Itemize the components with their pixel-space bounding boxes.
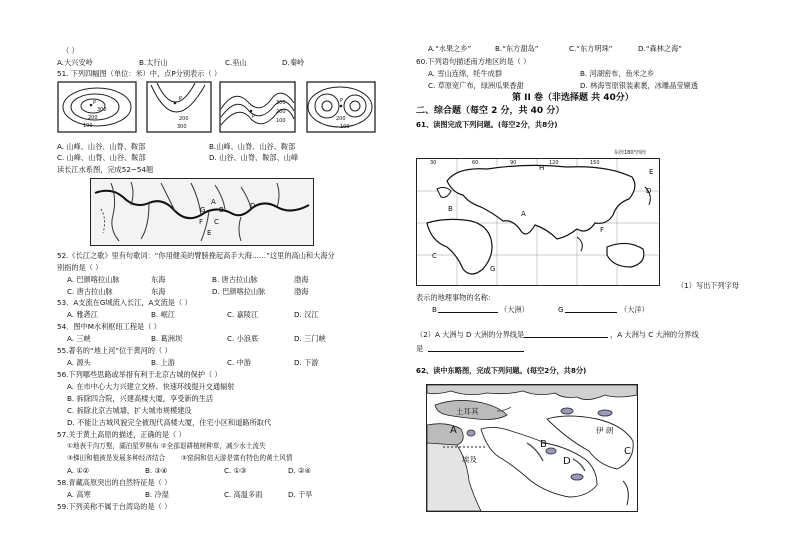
map62-label-d: D — [563, 456, 571, 467]
q50-opt-c[interactable]: C.巫山 — [225, 58, 247, 67]
q60-opt-a[interactable]: A. 雪山连绵，牦牛成群 — [428, 69, 503, 78]
q52-stem-2: 别指的是（ ） — [57, 263, 103, 272]
q61-stem: 61、读图完成下列问题。(每空2分，共8分) — [416, 120, 558, 129]
q56-opt-d[interactable]: D. 不能让古城风貌完全被现代高楼大厦，住宅小区和道路所取代 — [67, 418, 272, 427]
q59-opt-a[interactable]: A.“水果之乡” — [428, 44, 472, 53]
q61-part2c: 是 — [416, 344, 424, 353]
q60-opt-d[interactable]: D. 林海雪原银装素裹，冰雕晶莹剔透 — [580, 81, 698, 90]
q58-opt-a[interactable]: A. 高寒 — [67, 490, 91, 499]
q52-opt-b[interactable]: B. 唐古拉山脉 — [212, 275, 258, 284]
q55-opt-d[interactable]: D. 下游 — [294, 358, 319, 367]
q57-opt-c[interactable]: C. ①③ — [224, 466, 247, 475]
map3-p: P — [252, 114, 256, 120]
q57-stem: 57.关于黄土高原的描述，正确的是（ ） — [57, 430, 186, 439]
map1-200: 200 — [88, 115, 98, 121]
q54-opt-d[interactable]: D. 三门峡 — [294, 334, 326, 343]
q61-blank-g[interactable] — [565, 312, 617, 313]
map1-300: 300 — [97, 107, 107, 113]
q61-part2: （2）A 大洲与 D 大洲的分界线是 — [416, 330, 525, 339]
q61-blank-b-unit: （大洲） — [500, 305, 529, 314]
q55-stem: 55.著名的“地上河”位于黄河的（ ） — [57, 346, 172, 355]
map2-300: 300 — [177, 124, 187, 130]
map62-label-egypt: 埃及 — [462, 455, 477, 464]
map2-200: 200 — [179, 116, 189, 122]
q53-opt-a[interactable]: A. 雅砻江 — [67, 310, 98, 319]
map61-tick-180: 东经180°西经 — [614, 150, 647, 156]
q61-blank-ad[interactable] — [524, 337, 608, 338]
q52-opt-d-sea: 渤海 — [294, 287, 309, 296]
q50-opt-a[interactable]: A.大兴安岭 — [57, 58, 93, 67]
map3-200: 200 — [276, 109, 286, 115]
q59-stem: 59.下列美称不属于台湾岛的是（ ） — [57, 502, 172, 511]
map61-label-c: C — [432, 252, 437, 260]
q61-world-map — [416, 158, 660, 286]
map1-p: P — [93, 100, 97, 106]
q52-opt-b-sea: 渤海 — [294, 275, 309, 284]
q58-opt-b[interactable]: B. 冷湿 — [145, 490, 169, 499]
map1-100: 100 — [83, 123, 93, 129]
q52-opt-d[interactable]: D. 巴颜喀拉山脉 — [212, 287, 266, 296]
map61-tick-150: 150 — [590, 160, 600, 166]
map61-tick-30: 30 — [430, 160, 437, 166]
section-two-heading: 二、综合题（每空 2 分，共 40 分） — [416, 106, 565, 116]
q51-stem: 51. 下列四幅图（单位：米）中，点P分别表示（ ） — [57, 69, 222, 78]
q54-opt-b[interactable]: B. 葛洲坝 — [151, 334, 183, 343]
q52-opt-a[interactable]: A. 巴颜喀拉山脉 — [67, 275, 120, 284]
river-label-f: F — [199, 218, 204, 226]
q55-opt-b[interactable]: B. 上游 — [151, 358, 175, 367]
q57-items-2: ③窑洞和信天游是富有特色的黄土风情 — [181, 454, 293, 462]
q59-opt-c[interactable]: C.“东方明珠” — [569, 44, 613, 53]
q62-middle-east-map — [426, 384, 638, 512]
q61-part1b: 表示的地理事物的名称： — [416, 293, 496, 302]
q56-opt-c[interactable]: C. 拆除北京古城墙，扩大城市规模建设 — [67, 406, 192, 415]
q56-stem: 56.下列哪些思路或举措有利于北京古城的保护（ ） — [57, 370, 222, 379]
q59-opt-d[interactable]: D.“森林之海” — [638, 44, 683, 53]
q60-opt-b[interactable]: B. 河湖密布，鱼米之乡 — [580, 69, 655, 78]
q61-part1: （1）写出下列字母 — [677, 281, 740, 290]
q57-opt-a[interactable]: A. ①② — [67, 466, 90, 475]
river-label-b: B — [219, 206, 224, 214]
q61-blank-g-unit: （大洋） — [620, 305, 649, 314]
q59-opt-b[interactable]: B.“东方甜岛” — [495, 44, 539, 53]
q53-stem: 53．A支流在G城流入长江，A支流是（ ） — [57, 298, 192, 307]
q61-blank-b-label: B — [432, 305, 437, 314]
river-label-d: D — [250, 202, 256, 210]
q52-opt-c[interactable]: C. 唐古拉山脉 — [67, 287, 113, 296]
q53-opt-c[interactable]: C. 嘉陵江 — [227, 310, 259, 319]
map62-label-turkey: 土耳其 — [456, 407, 479, 416]
q57-items-1: ①地表千沟万壑，湖泊星罗棋布 ②全部退耕植树种草，减少水土流失 — [67, 442, 266, 450]
q61-part2b: ，A 大洲与 C 大洲的分界线 — [610, 330, 699, 339]
map62-label-b: B — [540, 439, 547, 450]
map3-300: 300 — [276, 100, 286, 106]
river-label-c: C — [214, 218, 219, 226]
q51-opt-a[interactable]: A. 山峰、山谷、山脊、鞍部 — [57, 142, 146, 151]
q54-stem: 54．图中M水利枢纽工程是（ ） — [57, 322, 161, 331]
q58-opt-c[interactable]: C. 高温多雨 — [224, 490, 263, 499]
q53-opt-b[interactable]: B. 岷江 — [151, 310, 175, 319]
q52-54-intro: 读长江水系图，完成52~54题 — [57, 165, 154, 174]
q56-opt-a[interactable]: A. 在市中心大力兴建立交桥、快速环线提升交通辐射 — [67, 382, 235, 391]
q50-paren: （ ） — [62, 46, 79, 55]
map61-tick-60: 60 — [472, 160, 479, 166]
map61-label-f: F — [600, 226, 605, 234]
q56-opt-b[interactable]: B. 拆除四合院，兴建高楼大厦，享受新的生活 — [67, 394, 214, 403]
map61-label-b: B — [448, 205, 453, 213]
q60-opt-c[interactable]: C. 草原宽广布，绿洲瓜果香甜 — [428, 81, 524, 90]
map61-label-g: G — [490, 265, 496, 273]
map61-label-a: A — [521, 210, 526, 218]
q51-opt-d[interactable]: D. 山谷、山脊、鞍部、山峰 — [209, 153, 299, 162]
map62-label-iran: 伊 朗 — [596, 426, 614, 435]
q55-opt-a[interactable]: A. 源头 — [67, 358, 91, 367]
map4-100: 100 — [340, 124, 350, 130]
q52-opt-a-sea: 东海 — [151, 275, 166, 284]
map61-tick-90: 90 — [510, 160, 517, 166]
q57-opt-b[interactable]: B. ③④ — [145, 466, 168, 475]
q50-opt-b[interactable]: B.太行山 — [139, 58, 168, 67]
q52-stem: 52.《长江之歌》里有句歌词：“你用健美的臂膀挽起高手大海……”这里的高山和大海分 — [57, 251, 335, 260]
map4-p: P — [340, 98, 344, 104]
map61-label-h: H — [539, 164, 545, 172]
q57-item-4: ③梯田和植被是发展多种经济结合 — [67, 454, 166, 462]
river-label-e: E — [207, 229, 212, 237]
q61-blank-ac[interactable] — [428, 351, 524, 352]
q61-blank-g-label: G — [558, 305, 564, 314]
q58-opt-d[interactable]: D. 干旱 — [288, 490, 313, 499]
q54-opt-a[interactable]: A. 三峡 — [67, 334, 91, 343]
q55-opt-c[interactable]: C. 中游 — [227, 358, 251, 367]
q57-opt-d[interactable]: D. ②④ — [288, 466, 311, 475]
q54-opt-c[interactable]: C. 小浪底 — [227, 334, 259, 343]
part-two-heading: 第 II 卷（非选择题 共 40分） — [512, 93, 634, 103]
river-label-a: A — [211, 198, 216, 206]
map61-label-e: E — [649, 168, 654, 176]
q58-stem: 58.青藏高原突出的自然特征是（ ） — [57, 478, 172, 487]
map4-200: 200 — [336, 116, 346, 122]
map62-label-a: A — [450, 425, 457, 436]
map2-p: P — [179, 96, 183, 102]
map62-label-c: C — [624, 446, 631, 457]
river-label-g: G — [200, 206, 206, 214]
q51-opt-b[interactable]: B.山峰、山脊、山谷、鞍部 — [209, 142, 296, 151]
contour-map-3 — [220, 82, 295, 132]
map3-100: 100 — [276, 118, 286, 124]
q60-stem: 60.下列语句描述南方地区的是（ ） — [416, 57, 531, 66]
q61-blank-b[interactable] — [438, 312, 498, 313]
q52-opt-c-sea: 东海 — [151, 287, 166, 296]
q51-opt-c[interactable]: C. 山峰、山脊、山谷、鞍部 — [57, 153, 146, 162]
map61-label-d: D — [646, 187, 652, 195]
q50-opt-d[interactable]: D.秦岭 — [282, 58, 305, 67]
map61-tick-120: 120 — [549, 160, 559, 166]
q62-stem: 62、读中东略图，完成下列问题。(每空2分，共8分) — [416, 366, 587, 375]
q53-opt-d[interactable]: D. 汉江 — [294, 310, 319, 319]
